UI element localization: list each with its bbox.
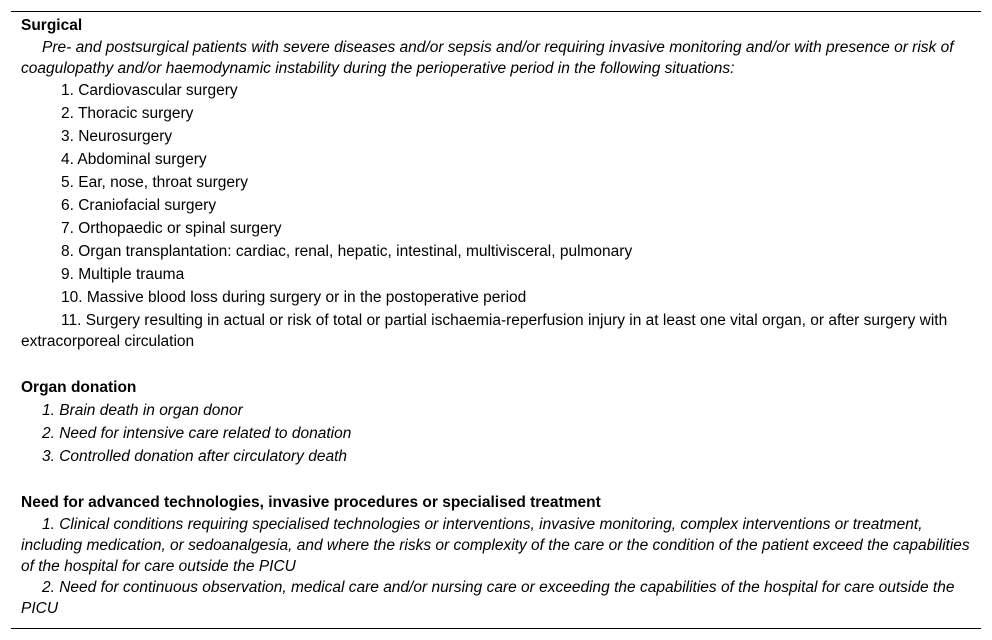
list-item: 6. Craniofacial surgery: [61, 197, 217, 214]
surgical-intro: Pre- and postsurgical patients with severe diseases and/or sepsis and/or requiring invasive monitoring and/or with presence or risk of coagulopathy and/or haemodynamic instability during the perioperative period in the following situations:: [21, 39, 954, 77]
list-item: 5. Ear, nose, throat surgery: [61, 174, 248, 191]
section-divider-space: [21, 353, 971, 376]
list-item: 2. Need for intensive care related to donation: [42, 425, 352, 442]
list-item: 1. Cardiovascular surgery: [61, 82, 238, 99]
list-item: 3. Controlled donation after circulatory death: [42, 448, 348, 465]
section-heading-organ-donation: Organ donation: [21, 379, 137, 396]
section-heading-surgical: Surgical: [21, 17, 83, 34]
list-item: 2. Thoracic surgery: [61, 105, 194, 122]
table-cell: [11, 12, 981, 619]
list-item: 3. Neurosurgery: [61, 128, 173, 145]
list-item: 1. Brain death in organ donor: [42, 402, 243, 419]
list-item: 4. Abdominal surgery: [61, 151, 207, 168]
section-divider-space: [21, 468, 971, 491]
list-item: 11. Surgery resulting in actual or risk of total or partial ischaemia-reperfusion injury in at least one vital organ, or after surgery with extracorporeal circulation: [21, 312, 948, 350]
list-item: 10. Massive blood loss during surgery or in the postoperative period: [61, 289, 527, 306]
criteria-table: [11, 11, 981, 629]
list-item: 7. Orthopaedic or spinal surgery: [61, 220, 282, 237]
list-item: 1. Clinical conditions requiring specialised technologies or interventions, invasive monitoring, complex interventions or treatment, including medication, or sedoanalgesia, and where the risks or complexity of the care or the condition of the patient exceed the capabilities of the hospital for care outside the PICU: [21, 516, 970, 575]
section-heading-advanced: Need for advanced technologies, invasive procedures or specialised treatment: [21, 494, 601, 511]
list-item: 2. Need for continuous observation, medical care and/or nursing care or exceeding the capabilities of the hospital for care outside the PICU: [21, 579, 955, 617]
list-item: 9. Multiple trauma: [61, 266, 185, 283]
list-item: 8. Organ transplantation: cardiac, renal, hepatic, intestinal, multivisceral, pulmonary: [61, 243, 633, 260]
